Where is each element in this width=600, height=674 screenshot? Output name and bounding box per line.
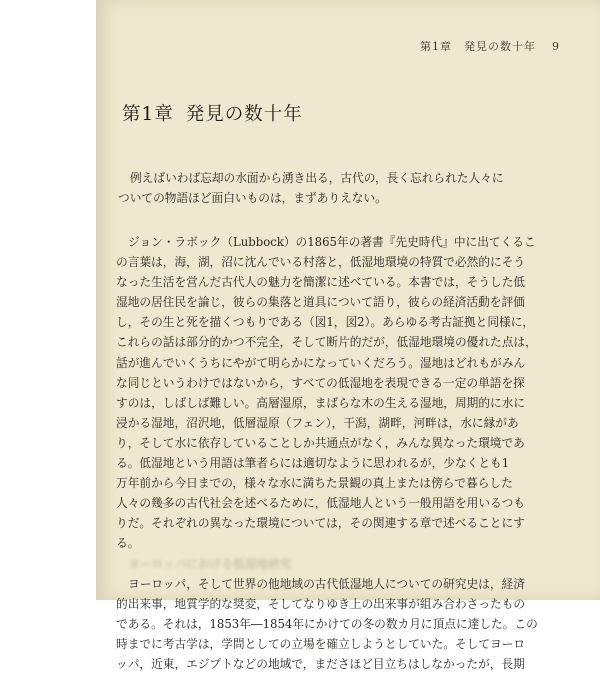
text-line: る。	[116, 536, 140, 551]
page-number: 9	[552, 40, 560, 53]
text-line: り，そして水に依存していることしか共通点がなく，みんな異なった環境であ	[116, 435, 525, 450]
text-line: である。それは，1853年―1854年にかけての冬の数カ月に頂点に達した。この	[116, 616, 538, 631]
body-text	[116, 232, 548, 674]
running-head-chapter: 第1章 発見の数十年	[420, 40, 536, 53]
faded-line: ヨーロッパにおける低湿地研究	[128, 556, 292, 571]
text-line: りだ。それぞれの異なった環境については，その関連する章で述べることにす	[116, 516, 525, 531]
text-line: 万年前から今日までの，様々な水に満ちた景観の真上または傍らで暮らした	[116, 476, 513, 491]
text-line: ッパ，近東，エジプトなどの地域で，まださほど目立ちはしなかったが，長期	[116, 656, 525, 671]
text-line: なった生活を営んだ古代人の魅力を簡潔に述べている。本書では，そうした低	[116, 275, 526, 290]
text-line: る。低湿地という用語は筆者らには適切なように思われるが，少なくとも1	[116, 456, 510, 471]
text-line: ヨーロッパ，そして世界の他地域の古代低湿地人についての研究史は，経済	[128, 576, 525, 591]
text-line: 湿地の居住民を論じ，彼らの集落と道具について語り，彼らの経済活動を評価	[116, 295, 525, 310]
text-line: 時までに考古学は，学問としての立場を確立しようとしていた。そしてヨーロ	[116, 636, 526, 651]
epigraph-line: ついての物語ほど面白いものは，まずありえない。	[118, 191, 387, 206]
text-line: これらの話は部分的かつ不完全，そして断片的だが，低湿地環境の優れた点は，	[116, 335, 537, 350]
text-line: ジョン・ラボック（Lubbock）の1865年の著書『先史時代』中に出てくるこ	[128, 235, 536, 249]
text-line: すのは，しばしば難しい。高層湿原，まばらな木の生える湿地，周期的に水に	[116, 395, 526, 410]
book-page	[96, 0, 600, 671]
running-head	[96, 38, 560, 54]
text-line: 的出来事，地質学的な奨変，そしてなりゆき上の出来事が組み合わさったもの	[116, 596, 526, 611]
chapter-number: 第1章	[122, 104, 174, 125]
text-line: 人々の幾多の古代社会を述べるために，低湿地人という一般用語を用いるつも	[116, 496, 525, 511]
chapter-heading: 発見の数十年	[185, 104, 303, 125]
chapter-title	[122, 100, 303, 126]
text-line: 浸かる湿地，沼沢地，低層湿原（フェン），干潟，湖畔，河畔は，水に縁があ	[116, 415, 519, 430]
text-line: し，その生と死を描くつもりである（図1，図2）。あらゆる考古証拠と同様に，	[116, 315, 535, 330]
epigraph-line: 例えばいわば忘却の水面から湧き出る，古代の，長く忘れられた人々に	[130, 171, 504, 185]
text-line: の言葉は，海，湖，沼に沈んでいる村落と，低湿地環境の特質で必然的にそう	[116, 255, 526, 270]
epigraph	[118, 168, 504, 208]
text-line: 話が進んでいくうちにやがて明らかになっていくだろう。湿地はどれもがみん	[116, 355, 526, 370]
text-line: な同じというわけではないから，すべての低湿地を表現できる一定の単語を探	[116, 375, 525, 390]
